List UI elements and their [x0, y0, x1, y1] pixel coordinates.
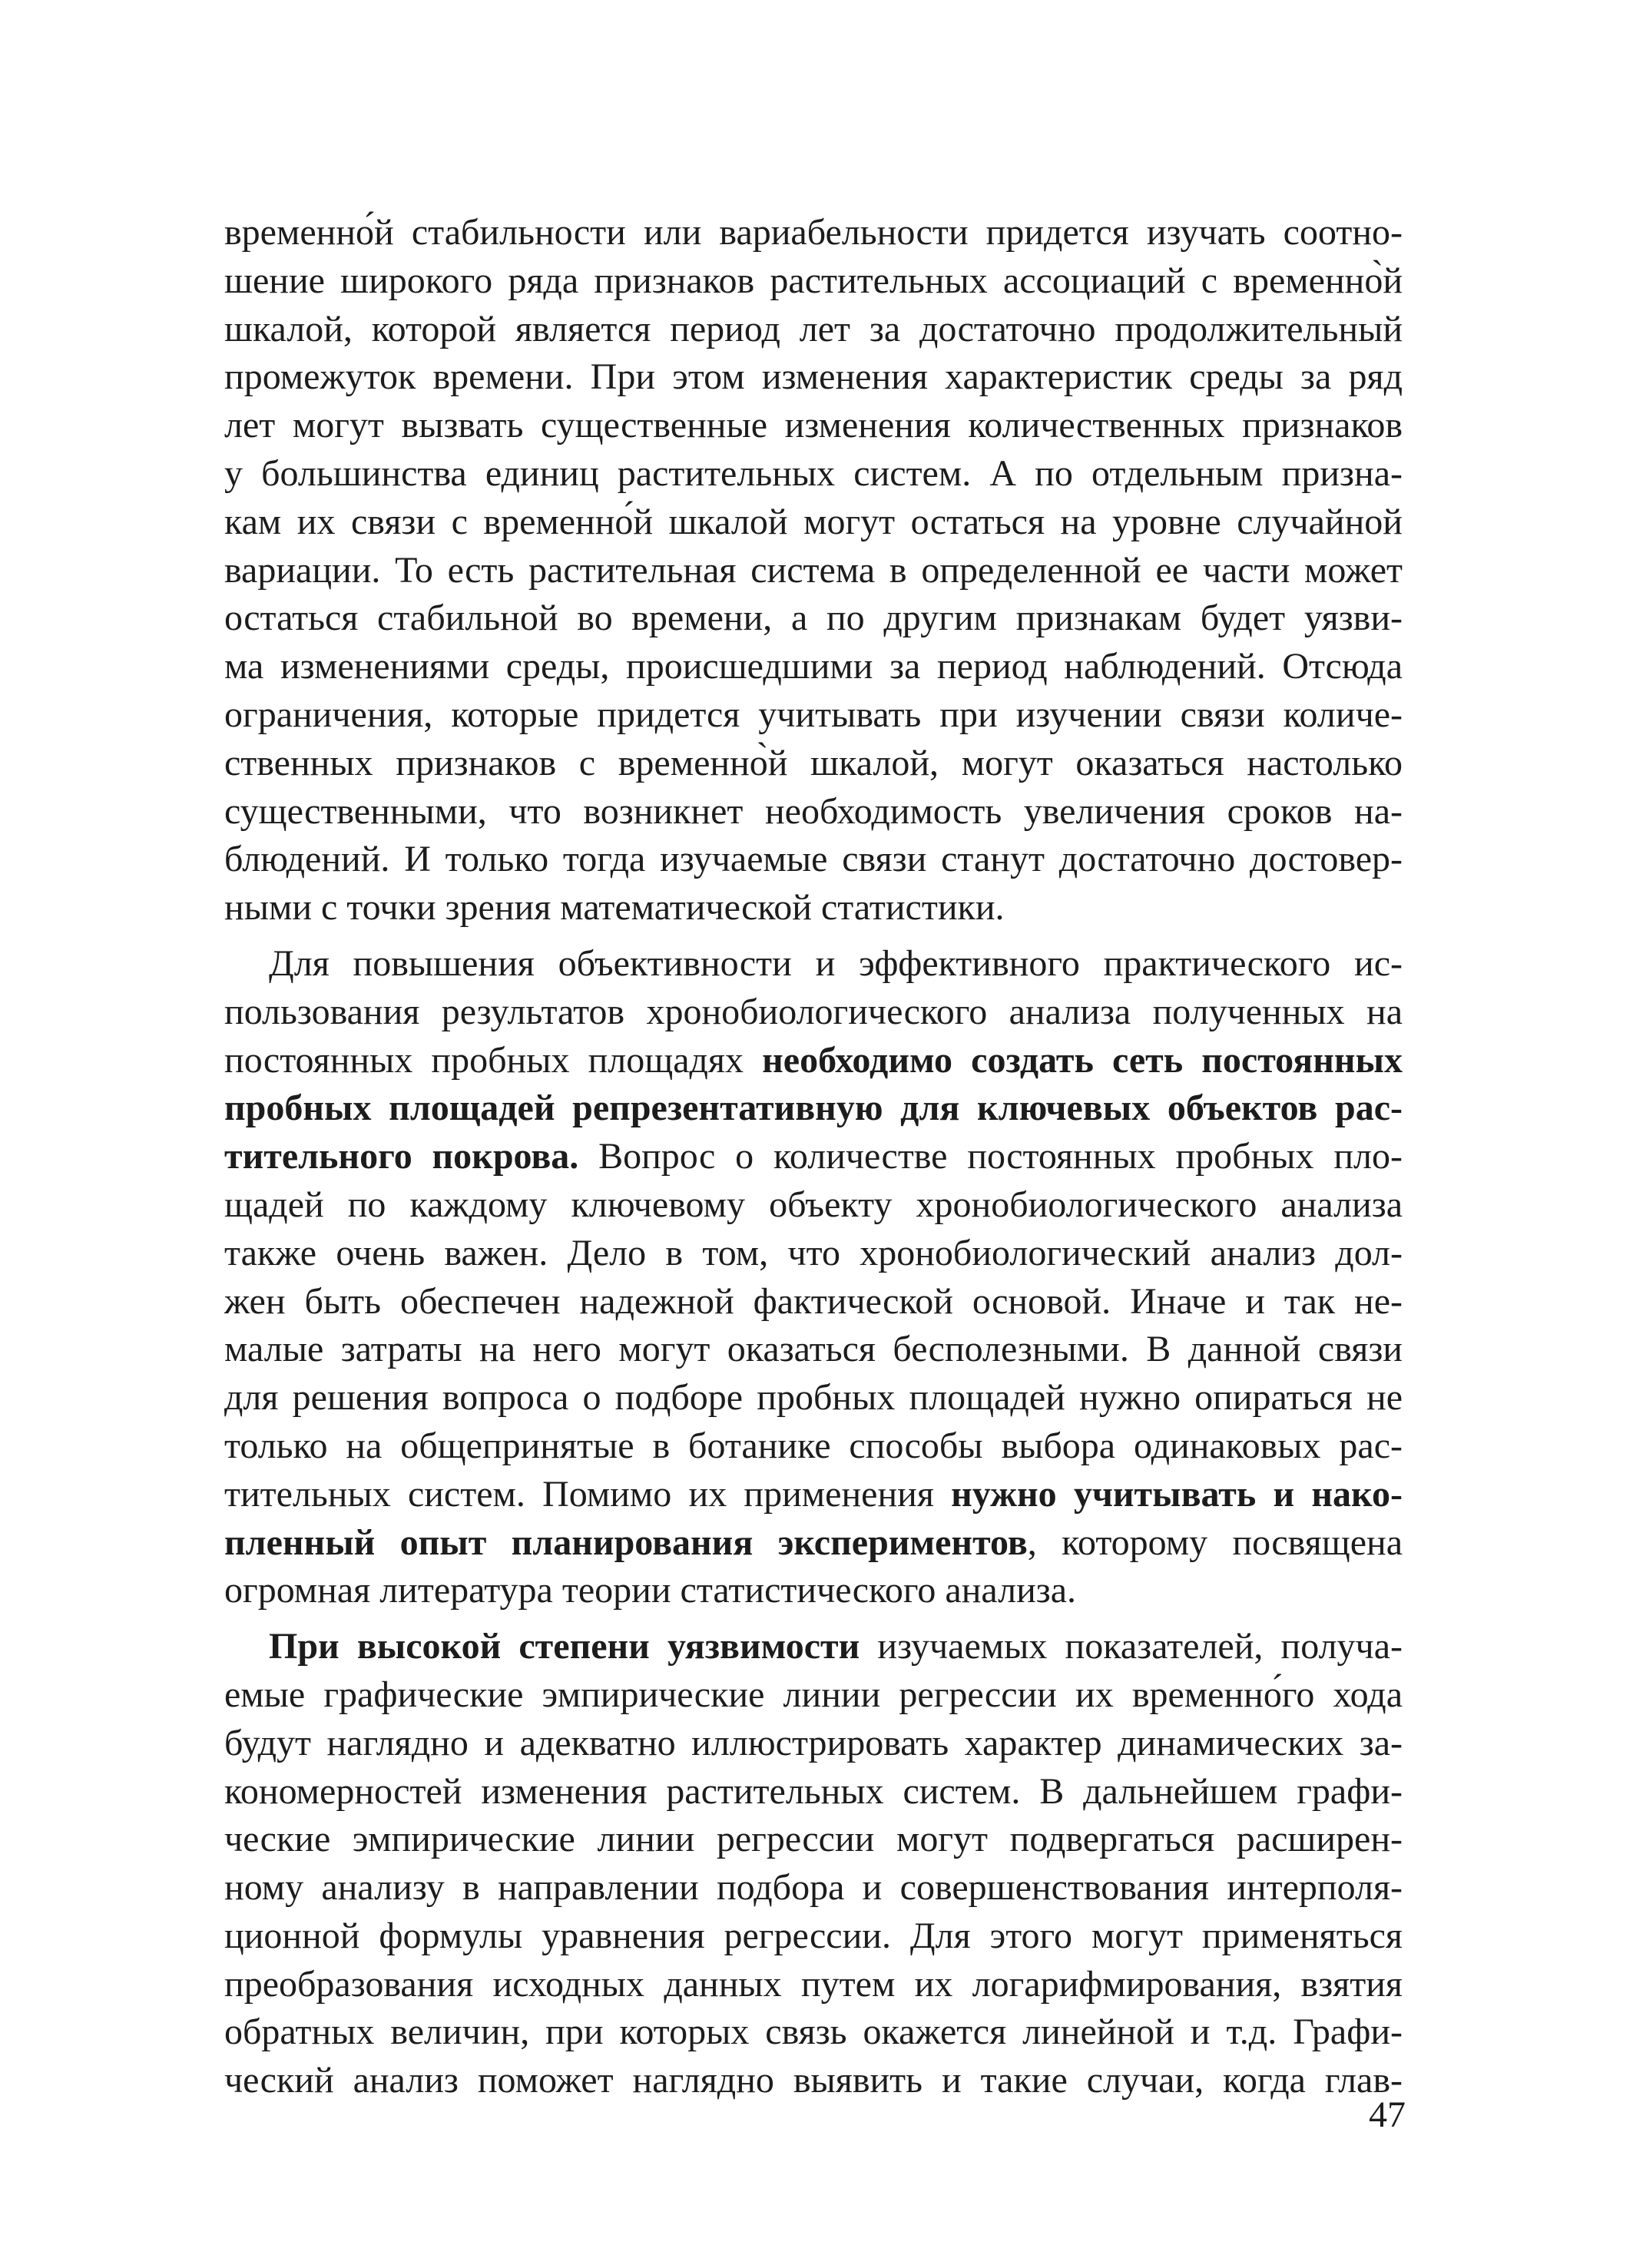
bold-emphasis: необходимо создать сеть постоянных: [762, 1039, 1403, 1081]
text-line: [224, 1084, 1403, 1133]
text-line: ческий анализ поможет наглядно выявить и такие случаи, когда глав-: [224, 2060, 1403, 2101]
text-line: щадей по каждому ключевому объекту хронобиологического анализа: [224, 1184, 1403, 1225]
paragraph-2: [224, 940, 1403, 1615]
text-line: постоянных пробных площадях необходимо создать сеть постоянных: [224, 1039, 1403, 1081]
text-line: огромная литература теории статистического анализа.: [224, 1570, 1077, 1611]
bold-emphasis: При высокой степени уязвимости: [269, 1626, 860, 1667]
text-line: пленный опыт планирования экспериментов, которому посвящена: [224, 1521, 1403, 1563]
text-line: для решения вопроса о подборе пробных площадей нужно опираться не: [224, 1377, 1403, 1419]
paragraph-3: [224, 1623, 1403, 2105]
text-line: только на общепринятые в ботанике способы выбора одинаковых рас-: [224, 1425, 1403, 1466]
text-line: блюдений. И только тогда изучаемые связи станут достаточно достовер-: [224, 839, 1403, 880]
text-line: у большинства единиц растительных систем. А по отдельным призна-: [224, 452, 1403, 494]
text-line: кономерностей изменения растительных систем. В дальнейшем графи-: [224, 1770, 1403, 1812]
text-line: ма изменениями среды, происшедшими за период наблюдений. Отсюда: [224, 646, 1403, 687]
text-line: ному анализу в направлении подбора и совершенствования интерполя-: [224, 1867, 1403, 1909]
text-line: ными с точки зрения математической статистики.: [224, 887, 1005, 929]
text-line: промежуток времени. При этом изменения характеристик среды за ряд: [224, 356, 1403, 398]
text-line: тительных систем. Помимо их применения нужно учитывать и нако-: [224, 1473, 1403, 1515]
text-line: преобразования исходных данных путем их логарифмирования, взятия: [224, 1963, 1403, 2005]
text-line: временно́й стабильности или вариабельности придется изучать соотно-: [224, 212, 1403, 253]
text-line: пользования результатов хронобиологического анализа полученных на: [224, 991, 1403, 1032]
bold-emphasis: пробных площадей репрезентативную для ключевых объектов рас-: [224, 1088, 1403, 1129]
page-body: [224, 209, 1403, 2105]
text-line: кам их связи с временно́й шкалой могут остаться на уровне случайной: [224, 501, 1403, 542]
text-line: остаться стабильной во времени, а по другим признакам будет уязви-: [224, 598, 1403, 639]
text-line: емые графические эмпирические линии регрессии их временно́го хода: [224, 1674, 1403, 1715]
text-line: тительного покрова. Вопрос о количестве постоянных пробных пло-: [224, 1136, 1403, 1177]
paragraph-1: [224, 209, 1403, 932]
text-line: жен быть обеспечен надежной фактической основой. Иначе и так не-: [224, 1280, 1403, 1322]
text-line: При высокой степени уязвимости изучаемых показателей, получа-: [269, 1626, 1403, 1667]
text-line: малые затраты на него могут оказаться бесполезными. В данной связи: [224, 1329, 1403, 1370]
text-line: ограничения, которые придется учитывать при изучении связи количе-: [224, 694, 1403, 735]
text-line: ственных признаков с временно̀й шкалой, могут оказаться настолько: [224, 742, 1403, 783]
text-line: шкалой, которой является период лет за достаточно продолжительный: [224, 308, 1403, 349]
text-line: шение широкого ряда признаков растительных ассоциаций с временно̀й: [224, 260, 1403, 301]
text-line: ческие эмпирические линии регрессии могут подвергаться расширен-: [224, 1819, 1403, 1860]
text-line: также очень важен. Дело в том, что хронобиологический анализ дол-: [224, 1232, 1403, 1273]
text-line: существенными, что возникнет необходимость увеличения сроков на-: [224, 790, 1403, 832]
text-line: Для повышения объективности и эффективного практического ис-: [269, 942, 1403, 984]
bold-emphasis: нужно учитывать и нако-: [951, 1473, 1403, 1515]
bold-emphasis: тительного покрова.: [224, 1136, 579, 1177]
bold-emphasis: пленный опыт планирования экспериментов: [224, 1521, 1028, 1563]
text-line: вариации. То есть растительная система в определенной ее части может: [224, 549, 1403, 591]
text-line: будут наглядно и адекватно иллюстрировать характер динамических за-: [224, 1722, 1403, 1763]
page-number: 47: [1369, 2094, 1406, 2135]
text-line: лет могут вызвать существенные изменения количественных признаков: [224, 405, 1403, 446]
text-line: обратных величин, при которых связь окажется линейной и т.д. Графи-: [224, 2011, 1403, 2053]
text-line: ционной формулы уравнения регрессии. Для этого могут применяться: [224, 1915, 1403, 1956]
